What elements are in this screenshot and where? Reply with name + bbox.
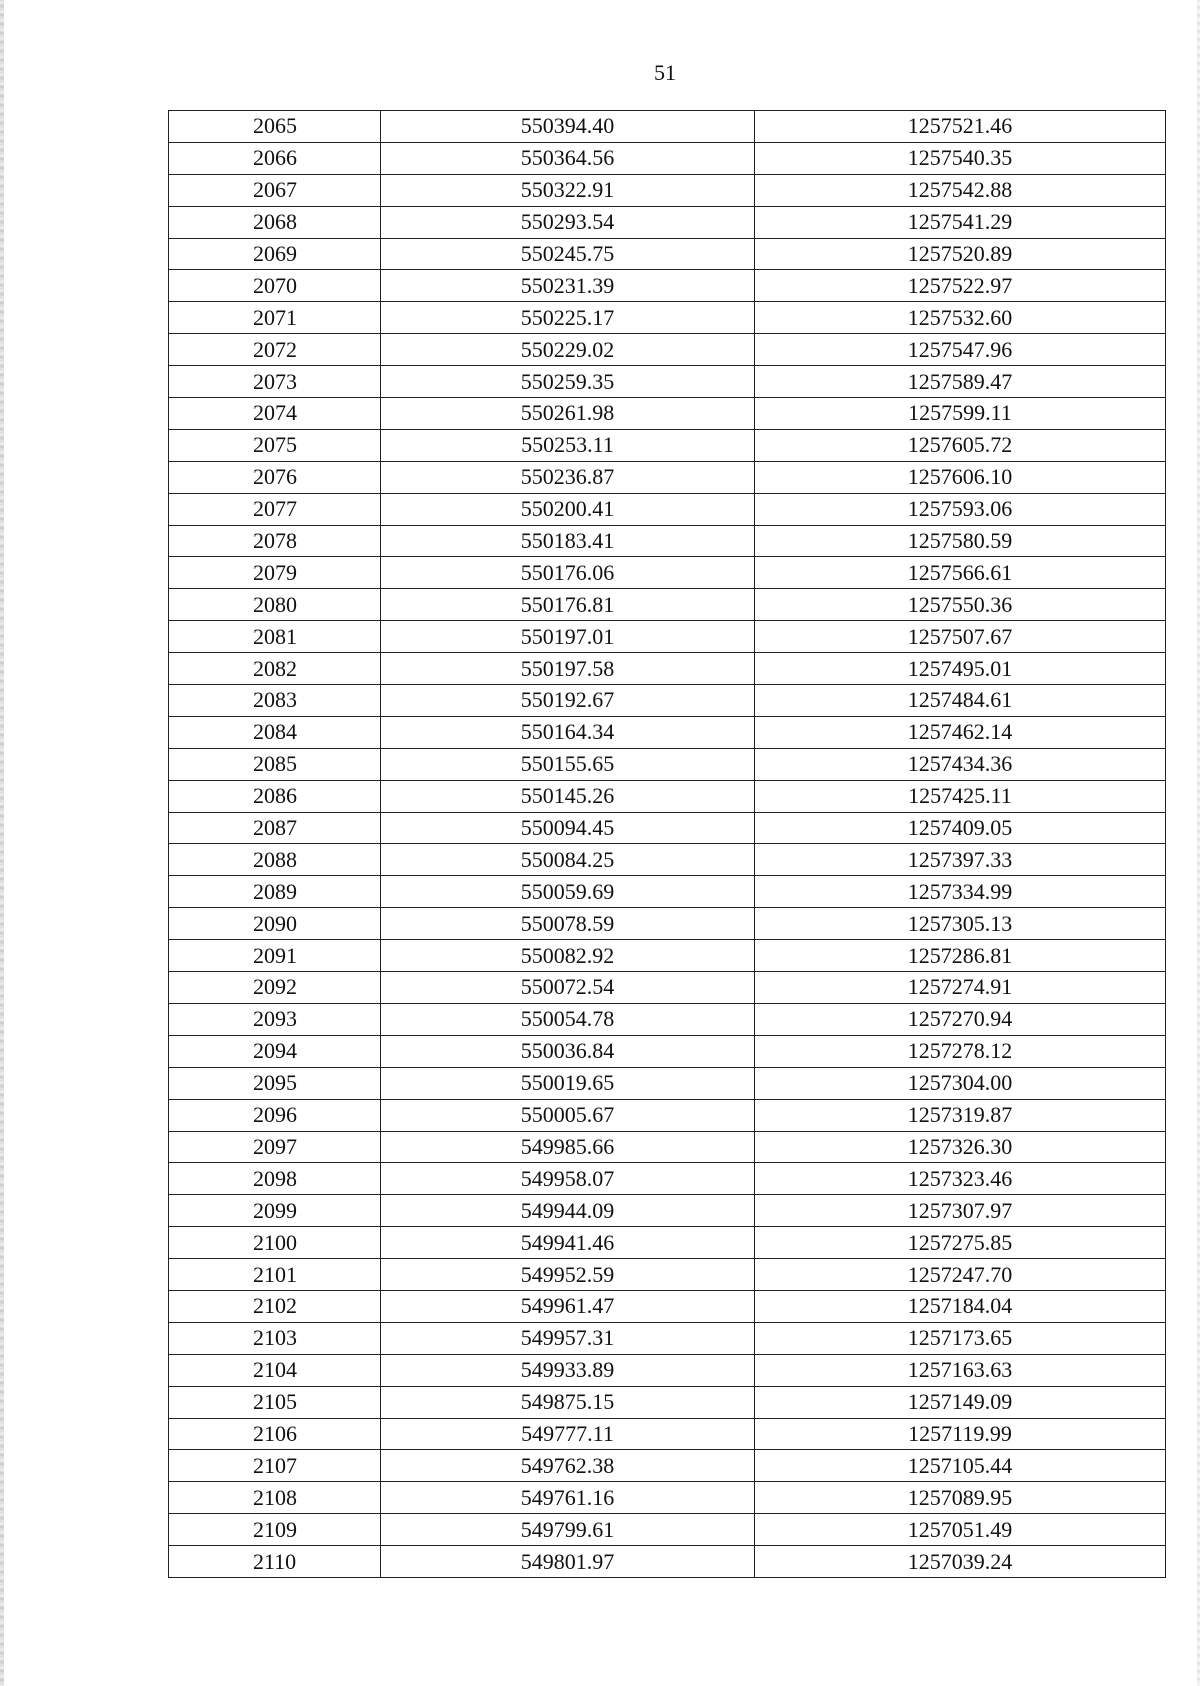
table-row [169, 685, 1166, 717]
x-coordinate-cell: 550364.56 [381, 142, 755, 174]
y-coordinate-cell: 1257119.99 [755, 1418, 1166, 1450]
table-row [169, 908, 1166, 940]
table-row [169, 1099, 1166, 1131]
y-coordinate-cell: 1257580.59 [755, 525, 1166, 557]
y-coordinate-cell: 1257173.65 [755, 1322, 1166, 1354]
point-id-cell: 2095 [169, 1067, 381, 1099]
table-row [169, 716, 1166, 748]
point-id-cell: 2089 [169, 876, 381, 908]
x-coordinate-cell: 550394.40 [381, 111, 755, 143]
x-coordinate-cell: 550236.87 [381, 461, 755, 493]
x-coordinate-cell: 550054.78 [381, 1003, 755, 1035]
table-row [169, 557, 1166, 589]
table-row [169, 844, 1166, 876]
y-coordinate-cell: 1257319.87 [755, 1099, 1166, 1131]
point-id-cell: 2090 [169, 908, 381, 940]
table-row [169, 589, 1166, 621]
x-coordinate-cell: 550078.59 [381, 908, 755, 940]
table-row [169, 653, 1166, 685]
x-coordinate-cell: 549777.11 [381, 1418, 755, 1450]
y-coordinate-cell: 1257495.01 [755, 653, 1166, 685]
x-coordinate-cell: 550176.06 [381, 557, 755, 589]
y-coordinate-cell: 1257566.61 [755, 557, 1166, 589]
table-row [169, 780, 1166, 812]
y-coordinate-cell: 1257305.13 [755, 908, 1166, 940]
point-id-cell: 2086 [169, 780, 381, 812]
y-coordinate-cell: 1257520.89 [755, 238, 1166, 270]
y-coordinate-cell: 1257589.47 [755, 366, 1166, 398]
x-coordinate-cell: 549958.07 [381, 1163, 755, 1195]
y-coordinate-cell: 1257051.49 [755, 1514, 1166, 1546]
x-coordinate-cell: 549761.16 [381, 1482, 755, 1514]
table-row [169, 302, 1166, 334]
point-id-cell: 2103 [169, 1322, 381, 1354]
table-row [169, 142, 1166, 174]
point-id-cell: 2106 [169, 1418, 381, 1450]
x-coordinate-cell: 550084.25 [381, 844, 755, 876]
point-id-cell: 2109 [169, 1514, 381, 1546]
point-id-cell: 2108 [169, 1482, 381, 1514]
table-row [169, 748, 1166, 780]
x-coordinate-cell: 550245.75 [381, 238, 755, 270]
y-coordinate-cell: 1257323.46 [755, 1163, 1166, 1195]
y-coordinate-cell: 1257274.91 [755, 972, 1166, 1004]
y-coordinate-cell: 1257307.97 [755, 1195, 1166, 1227]
table-row [169, 1418, 1166, 1450]
y-coordinate-cell: 1257163.63 [755, 1354, 1166, 1386]
x-coordinate-cell: 549985.66 [381, 1131, 755, 1163]
point-id-cell: 2080 [169, 589, 381, 621]
y-coordinate-cell: 1257542.88 [755, 174, 1166, 206]
point-id-cell: 2075 [169, 429, 381, 461]
y-coordinate-cell: 1257089.95 [755, 1482, 1166, 1514]
y-coordinate-cell: 1257547.96 [755, 334, 1166, 366]
point-id-cell: 2094 [169, 1035, 381, 1067]
table-row [169, 174, 1166, 206]
point-id-cell: 2068 [169, 206, 381, 238]
table-row [169, 1546, 1166, 1578]
point-id-cell: 2099 [169, 1195, 381, 1227]
y-coordinate-cell: 1257434.36 [755, 748, 1166, 780]
x-coordinate-cell: 550094.45 [381, 812, 755, 844]
y-coordinate-cell: 1257606.10 [755, 461, 1166, 493]
y-coordinate-cell: 1257270.94 [755, 1003, 1166, 1035]
table-row [169, 1163, 1166, 1195]
table-row [169, 334, 1166, 366]
y-coordinate-cell: 1257149.09 [755, 1386, 1166, 1418]
y-coordinate-cell: 1257275.85 [755, 1227, 1166, 1259]
point-id-cell: 2100 [169, 1227, 381, 1259]
point-id-cell: 2097 [169, 1131, 381, 1163]
point-id-cell: 2067 [169, 174, 381, 206]
point-id-cell: 2092 [169, 972, 381, 1004]
y-coordinate-cell: 1257540.35 [755, 142, 1166, 174]
point-id-cell: 2077 [169, 493, 381, 525]
point-id-cell: 2076 [169, 461, 381, 493]
y-coordinate-cell: 1257550.36 [755, 589, 1166, 621]
table-row [169, 940, 1166, 972]
y-coordinate-cell: 1257304.00 [755, 1067, 1166, 1099]
point-id-cell: 2070 [169, 270, 381, 302]
x-coordinate-cell: 550176.81 [381, 589, 755, 621]
point-id-cell: 2088 [169, 844, 381, 876]
point-id-cell: 2071 [169, 302, 381, 334]
x-coordinate-cell: 550019.65 [381, 1067, 755, 1099]
x-coordinate-cell: 549957.31 [381, 1322, 755, 1354]
table-row [169, 621, 1166, 653]
table-row [169, 1035, 1166, 1067]
x-coordinate-cell: 550293.54 [381, 206, 755, 238]
point-id-cell: 2087 [169, 812, 381, 844]
x-coordinate-cell: 550229.02 [381, 334, 755, 366]
table-row [169, 1259, 1166, 1291]
y-coordinate-cell: 1257599.11 [755, 398, 1166, 430]
x-coordinate-cell: 549799.61 [381, 1514, 755, 1546]
point-id-cell: 2069 [169, 238, 381, 270]
point-id-cell: 2066 [169, 142, 381, 174]
x-coordinate-cell: 550197.58 [381, 653, 755, 685]
point-id-cell: 2081 [169, 621, 381, 653]
point-id-cell: 2079 [169, 557, 381, 589]
table-row [169, 1067, 1166, 1099]
x-coordinate-cell: 550155.65 [381, 748, 755, 780]
x-coordinate-cell: 550200.41 [381, 493, 755, 525]
x-coordinate-cell: 550164.34 [381, 716, 755, 748]
point-id-cell: 2091 [169, 940, 381, 972]
table-row [169, 429, 1166, 461]
x-coordinate-cell: 549952.59 [381, 1259, 755, 1291]
table-row [169, 876, 1166, 908]
point-id-cell: 2084 [169, 716, 381, 748]
table-row [169, 461, 1166, 493]
table-row [169, 812, 1166, 844]
y-coordinate-cell: 1257039.24 [755, 1546, 1166, 1578]
table-row [169, 1354, 1166, 1386]
x-coordinate-cell: 550005.67 [381, 1099, 755, 1131]
y-coordinate-cell: 1257247.70 [755, 1259, 1166, 1291]
y-coordinate-cell: 1257326.30 [755, 1131, 1166, 1163]
table-row [169, 366, 1166, 398]
table-row [169, 525, 1166, 557]
y-coordinate-cell: 1257593.06 [755, 493, 1166, 525]
y-coordinate-cell: 1257397.33 [755, 844, 1166, 876]
point-id-cell: 2107 [169, 1450, 381, 1482]
point-id-cell: 2093 [169, 1003, 381, 1035]
x-coordinate-cell: 550072.54 [381, 972, 755, 1004]
y-coordinate-cell: 1257522.97 [755, 270, 1166, 302]
y-coordinate-cell: 1257532.60 [755, 302, 1166, 334]
x-coordinate-cell: 550036.84 [381, 1035, 755, 1067]
table-row [169, 493, 1166, 525]
point-id-cell: 2065 [169, 111, 381, 143]
point-id-cell: 2101 [169, 1259, 381, 1291]
y-coordinate-cell: 1257462.14 [755, 716, 1166, 748]
y-coordinate-cell: 1257278.12 [755, 1035, 1166, 1067]
point-id-cell: 2104 [169, 1354, 381, 1386]
table-row [169, 1227, 1166, 1259]
point-id-cell: 2105 [169, 1386, 381, 1418]
scan-edge-left [0, 0, 4, 1686]
table-row [169, 1386, 1166, 1418]
table-row [169, 1450, 1166, 1482]
table-row [169, 238, 1166, 270]
x-coordinate-cell: 550225.17 [381, 302, 755, 334]
point-id-cell: 2110 [169, 1546, 381, 1578]
y-coordinate-cell: 1257334.99 [755, 876, 1166, 908]
table-row [169, 1003, 1166, 1035]
y-coordinate-cell: 1257105.44 [755, 1450, 1166, 1482]
y-coordinate-cell: 1257484.61 [755, 685, 1166, 717]
table-row [169, 398, 1166, 430]
y-coordinate-cell: 1257521.46 [755, 111, 1166, 143]
table-row [169, 1290, 1166, 1322]
x-coordinate-cell: 549941.46 [381, 1227, 755, 1259]
x-coordinate-cell: 550231.39 [381, 270, 755, 302]
x-coordinate-cell: 549961.47 [381, 1290, 755, 1322]
page-number: 51 [654, 60, 676, 85]
x-coordinate-cell: 549762.38 [381, 1450, 755, 1482]
table-row [169, 270, 1166, 302]
x-coordinate-cell: 550059.69 [381, 876, 755, 908]
point-id-cell: 2082 [169, 653, 381, 685]
x-coordinate-cell: 550253.11 [381, 429, 755, 461]
table-row [169, 1322, 1166, 1354]
y-coordinate-cell: 1257541.29 [755, 206, 1166, 238]
point-id-cell: 2102 [169, 1290, 381, 1322]
y-coordinate-cell: 1257409.05 [755, 812, 1166, 844]
point-id-cell: 2096 [169, 1099, 381, 1131]
table-row [169, 1195, 1166, 1227]
x-coordinate-cell: 549875.15 [381, 1386, 755, 1418]
table-row [169, 1131, 1166, 1163]
y-coordinate-cell: 1257605.72 [755, 429, 1166, 461]
point-id-cell: 2083 [169, 685, 381, 717]
x-coordinate-cell: 550192.67 [381, 685, 755, 717]
table-row [169, 972, 1166, 1004]
table-row [169, 111, 1166, 143]
y-coordinate-cell: 1257425.11 [755, 780, 1166, 812]
x-coordinate-cell: 550145.26 [381, 780, 755, 812]
x-coordinate-cell: 549801.97 [381, 1546, 755, 1578]
x-coordinate-cell: 549933.89 [381, 1354, 755, 1386]
table-row [169, 1514, 1166, 1546]
x-coordinate-cell: 550183.41 [381, 525, 755, 557]
point-id-cell: 2073 [169, 366, 381, 398]
coordinates-table [168, 110, 1166, 1578]
x-coordinate-cell: 550197.01 [381, 621, 755, 653]
point-id-cell: 2074 [169, 398, 381, 430]
x-coordinate-cell: 549944.09 [381, 1195, 755, 1227]
table-row [169, 206, 1166, 238]
x-coordinate-cell: 550259.35 [381, 366, 755, 398]
table-row [169, 1482, 1166, 1514]
x-coordinate-cell: 550322.91 [381, 174, 755, 206]
y-coordinate-cell: 1257507.67 [755, 621, 1166, 653]
point-id-cell: 2098 [169, 1163, 381, 1195]
y-coordinate-cell: 1257184.04 [755, 1290, 1166, 1322]
x-coordinate-cell: 550082.92 [381, 940, 755, 972]
point-id-cell: 2078 [169, 525, 381, 557]
point-id-cell: 2072 [169, 334, 381, 366]
x-coordinate-cell: 550261.98 [381, 398, 755, 430]
coordinates-table-body [169, 111, 1166, 1578]
point-id-cell: 2085 [169, 748, 381, 780]
y-coordinate-cell: 1257286.81 [755, 940, 1166, 972]
